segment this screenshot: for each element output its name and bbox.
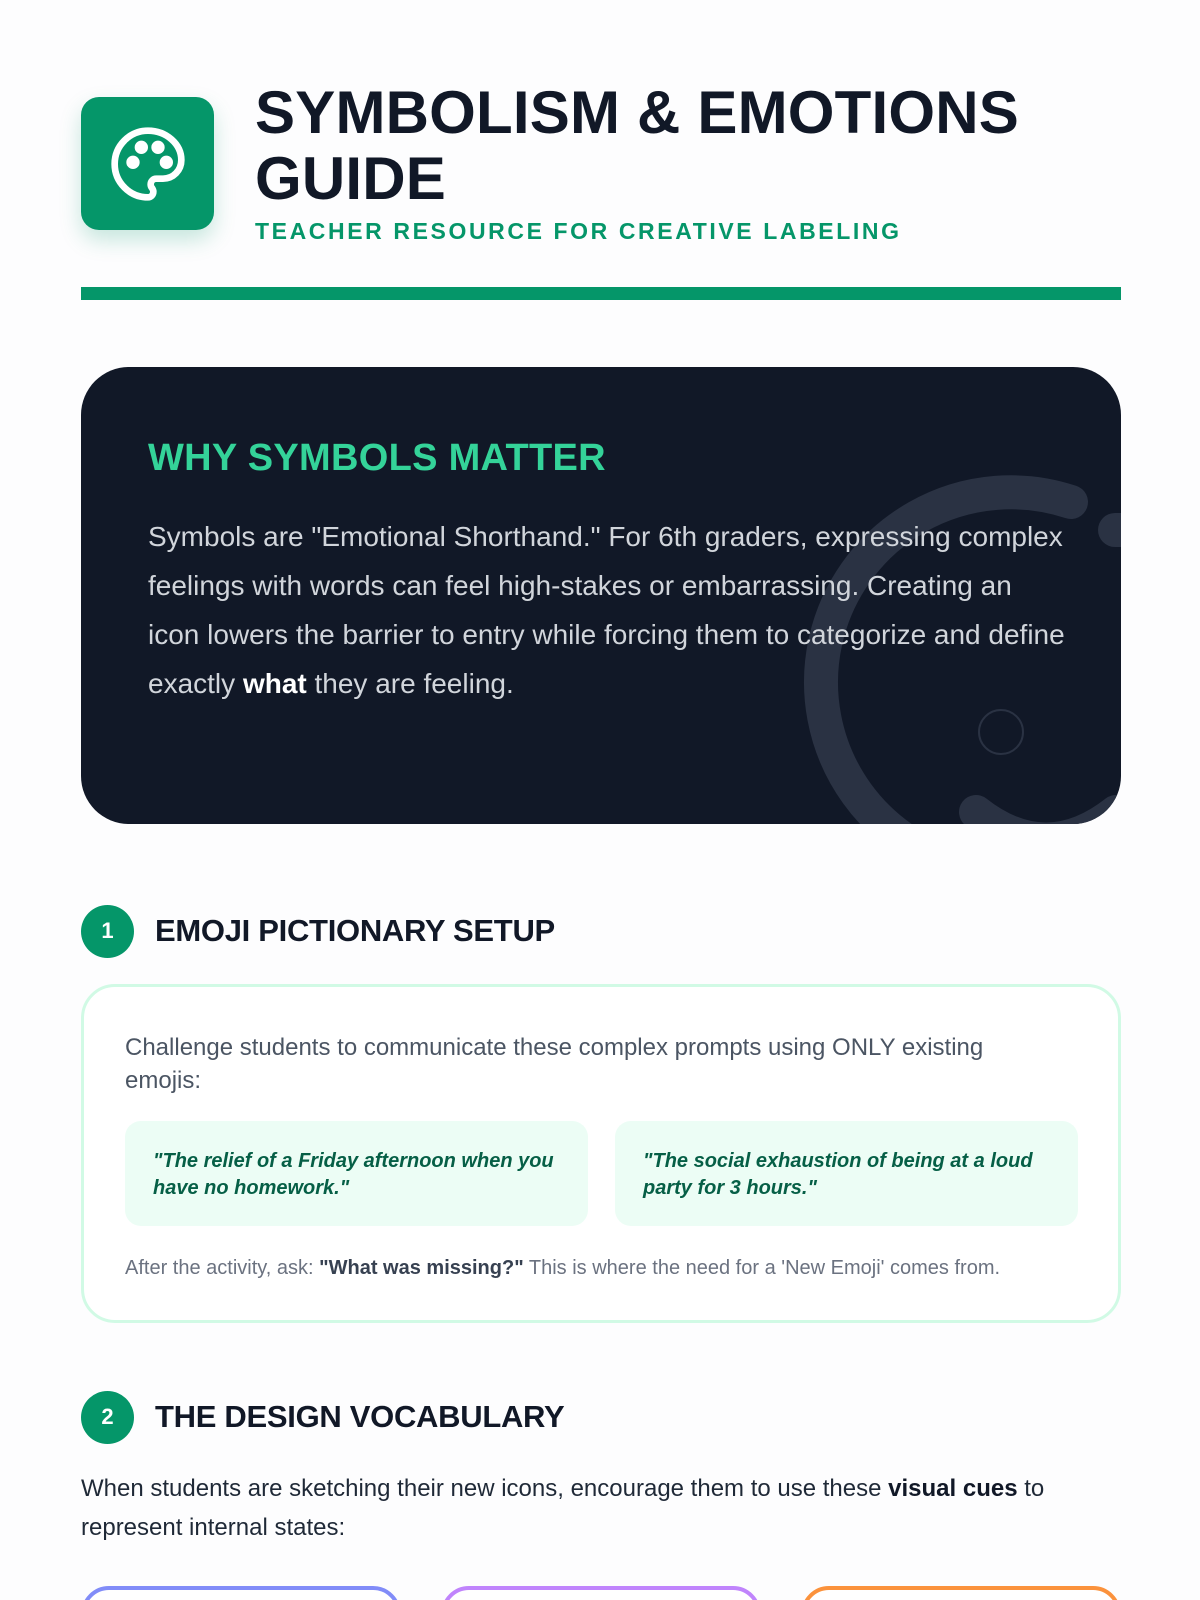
prompt-card: "The social exhaustion of being at a loud party for 3 hours." — [615, 1121, 1078, 1226]
section-number-badge: 2 — [81, 1391, 134, 1444]
palette-icon — [81, 97, 214, 230]
header-divider — [81, 287, 1121, 300]
vocab-card — [801, 1586, 1121, 1600]
why-title: WHY SYMBOLS MATTER — [148, 437, 606, 479]
vocab-card — [81, 1586, 401, 1600]
section-number-badge: 1 — [81, 905, 134, 958]
prompt-card: "The relief of a Friday afternoon when you have no homework." — [125, 1121, 588, 1226]
section-emoji-pictionary — [81, 904, 555, 958]
why-body: Symbols are "Emotional Shorthand." For 6th graders, expressing complex feelings with words can feel high-stakes or embarrassing. Creating an icon lowers the barrier to entry while forcing them to categorize and define exactly what they are feeling. — [148, 521, 1065, 699]
emoji-pictionary-card — [81, 984, 1121, 1323]
section-title: THE DESIGN VOCABULARY — [155, 1399, 565, 1434]
why-symbols-card — [81, 367, 1121, 824]
vocab-card — [441, 1586, 761, 1600]
emoji-note: After the activity, ask: "What was missing?" This is where the need for a 'New Emoji' comes from. — [125, 1257, 1001, 1279]
section-design-vocabulary — [81, 1390, 564, 1444]
page-title: SYMBOLISM & EMOTIONS GUIDE — [255, 79, 1020, 212]
section-title: EMOJI PICTIONARY SETUP — [155, 913, 555, 948]
page-header — [81, 79, 1121, 247]
emoji-intro: Challenge students to communicate these complex prompts using ONLY existing emojis: — [125, 1034, 984, 1094]
vocab-intro: When students are sketching their new icons, encourage them to use these visual cues to represent internal states: — [81, 1475, 1045, 1541]
page-subtitle: TEACHER RESOURCE FOR CREATIVE LABELING — [255, 218, 902, 244]
